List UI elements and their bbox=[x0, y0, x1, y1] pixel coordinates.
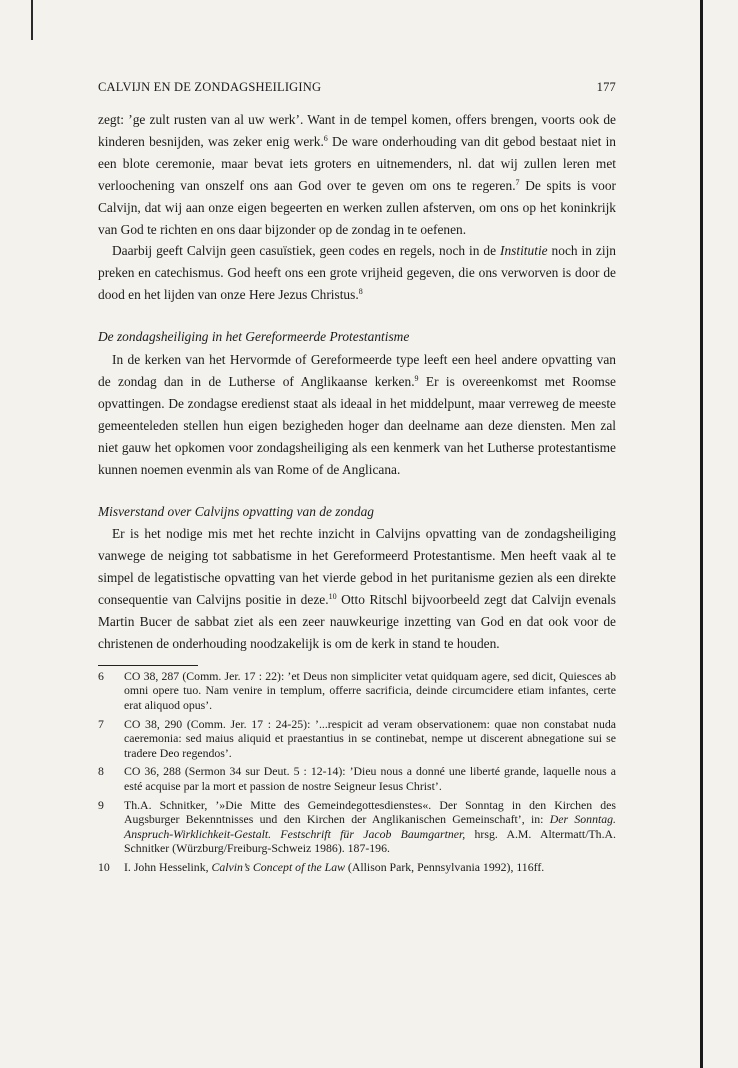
paragraph-text: In de kerken van het Hervormde of Gereformeerde type leeft een heel andere opvatting van de zondag dan in de Lutherse of Anglikaanse kerken. bbox=[98, 352, 616, 389]
footnote-6 bbox=[98, 669, 616, 713]
paragraph-text: De ware onderhouding van dit gebod bestaat niet in een blote ceremonie, maar bevat iets groters en uitnemenders, nl. dat wij zullen leren met verloochening van onszelf ons aan God over te geven om ons te regeren. bbox=[98, 133, 617, 193]
running-title: CALVIJN EN DE ZONDAGSHEILIGING bbox=[98, 80, 322, 94]
footnote-number: 7 bbox=[98, 716, 104, 731]
footnote-9 bbox=[98, 798, 616, 856]
footnote-text: CO 38, 290 (Comm. Jer. 17 : 24-25): ’...respicit ad veram observationem: quae non constabat nuda caeremonia: sed maius aliquid et praestantius in se continebat, nempe ut discerent abnegatione sui se tradere Deo regendos’. bbox=[124, 716, 616, 760]
footnote-number: 9 bbox=[98, 797, 104, 812]
paragraph-text: Otto Ritschl bijvoorbeeld zegt dat Calvijn evenals Martin Bucer de sabbat ziet als een zeer nauwkeurige inzetting van God en dat ook voor de christenen de onderhouding noodzakelijk is om de kerk in stand te houden. bbox=[98, 592, 616, 651]
footnote-number: 6 bbox=[98, 668, 104, 683]
page-number: 177 bbox=[596, 80, 616, 94]
paragraph-text: noch in zijn preken en catechismus. God heeft ons een grote vrijheid gegeven, die ons verworven is door de dood en het lijden van onze Here Jezus Christus. bbox=[98, 243, 616, 303]
footnote-divider bbox=[98, 665, 198, 666]
paragraph-text: Er is het nodige mis met het rechte inzicht in Calvijns opvatting van de zondagsheiliging vanwege de neiging tot sabbatisme in het Gereformeerd Protestantisme. Men heeft vaak al te simpel de legatistische opvatting van het vierde gebod in het puritanisme gezien als een direkte consequentie van Calvijns positie in deze. bbox=[98, 526, 616, 608]
running-header bbox=[98, 80, 616, 95]
paragraph-text: Daarbij geeft Calvijn geen casuïstiek, geen codes en regels, noch in de bbox=[112, 243, 500, 259]
footnote-number: 10 bbox=[98, 859, 110, 874]
paragraph-3 bbox=[98, 349, 616, 480]
scan-edge-right bbox=[700, 0, 703, 1068]
footnote-text bbox=[124, 798, 616, 856]
footnote-ref-10[interactable]: 10 bbox=[328, 592, 337, 602]
footnote-number: 8 bbox=[98, 764, 104, 779]
footnote-text bbox=[124, 860, 616, 875]
footnote-italic-title: Calvin’s Concept of the Law bbox=[211, 859, 345, 874]
scan-edge-left bbox=[31, 0, 33, 40]
footnote-ref-8[interactable]: 8 bbox=[358, 287, 363, 297]
page bbox=[98, 80, 616, 879]
paragraph-2 bbox=[98, 240, 616, 306]
footnote-text-part: hrsg. A.M. Altermatt/Th.A. Schnitker (Würzburg/Freiburg-Schweiz 1986). 187-196. bbox=[124, 826, 616, 856]
footnote-10 bbox=[98, 860, 616, 875]
paragraph-text: zegt: ’ge zult rusten van al uw werk’. Want in de tempel komen, offers brengen, voorts ook de kinderen besnijden, was zeker enig werk. bbox=[98, 112, 616, 149]
footnote-ref-7[interactable]: 7 bbox=[515, 177, 520, 187]
paragraph-text: Er is overeenkomst met Roomse opvattingen. De zondagse eredienst staat als ideaal in het middelpunt, maar verreweg de meeste gemeenteleden stellen hun eigen bezigheden hoger dan deelname aan deze diensten. Men zal niet gauw het opkomen voor zondagsheiliging als een kenmerk van het Lutherse protestantisme kunnen noemen evenmin als van Rome of de Anglicana. bbox=[98, 373, 616, 477]
footnote-ref-6[interactable]: 6 bbox=[323, 133, 328, 143]
paragraph-1 bbox=[98, 109, 616, 240]
section-heading-1: De zondagsheiliging in het Gereformeerde Protestantisme bbox=[98, 329, 410, 345]
footnotes bbox=[98, 669, 616, 875]
footnote-text-part: (Allison Park, Pennsylvania 1992), 116ff. bbox=[344, 859, 545, 874]
footnote-ref-9[interactable]: 9 bbox=[414, 373, 419, 383]
footnote-text: CO 38, 287 (Comm. Jer. 17 : 22): ’et Deus non simpliciter vetat quidquam agere, sed dicit, Quiesces ab omni opere tuo. Nam venire in templum, offerre sacrificia, deinde circumcidere etiam infantes, certe erat aliquod opus’. bbox=[124, 668, 616, 713]
main-text bbox=[98, 109, 616, 655]
paragraph-text: De spits is voor Calvijn, dat wij aan onze eigen begeerten en werken zullen afsterven, om ons op het koninkrijk van God te richten en ons daar bijzonder op de zondag in te oefenen. bbox=[98, 177, 616, 237]
footnote-text-part: I. John Hesselink, bbox=[124, 859, 212, 874]
footnote-italic-title: Der Sonntag. Anspruch-Wirklichkeit-Gestalt. Festschrift für Jacob Baumgartner, bbox=[124, 812, 617, 841]
paragraph-4 bbox=[98, 523, 616, 654]
footnote-text: CO 36, 288 (Sermon 34 sur Deut. 5 : 12-14): ’Dieu nous a donné une liberté grande, laquelle nous a esté acquise par la mort et passion de nostre Seigneur Iesus Christ’. bbox=[124, 764, 616, 793]
footnote-text-part: Th.A. Schnitker, ’»Die Mitte des Gemeindegottesdienstes«. Der Sonntag in den Kirchen des Augsburger Bekenntnisses und den Kirchen der Anglikanischen Gemeinschaft’, in: bbox=[124, 797, 616, 827]
section-heading-2: Misverstand over Calvijns opvatting van de zondag bbox=[98, 503, 374, 519]
footnote-7 bbox=[98, 717, 616, 761]
italic-title: Institutie bbox=[500, 243, 548, 259]
footnote-8 bbox=[98, 764, 616, 793]
